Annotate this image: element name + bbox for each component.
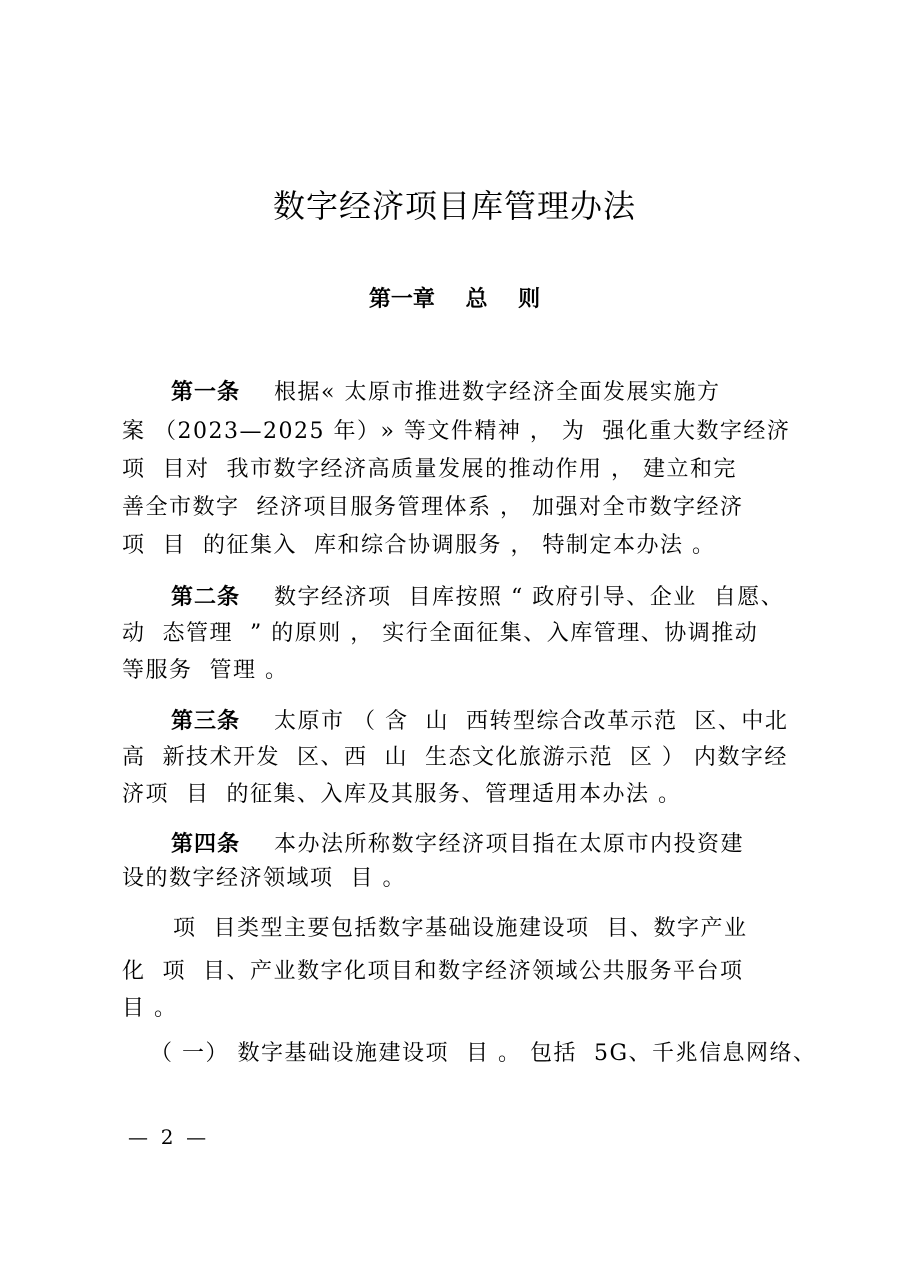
- article-3-line-2: 高 新技术开发 区、西 山 生态文化旅游示范 区 ） 内数字经: [122, 745, 788, 770]
- article-2-label: 第二条: [171, 585, 241, 610]
- paragraph-5-line-3: 目 。: [122, 996, 178, 1021]
- article-3-first-line: [171, 707, 788, 737]
- article-2-line-3: 等服务 管理 。: [122, 658, 289, 683]
- article-2-line-2: 动 态管理 ” 的原则 ， 实行全面征集、入库管理、协调推动: [122, 621, 759, 646]
- article-3-label: 第三条: [171, 709, 241, 734]
- article-1-label: 第一条: [171, 380, 241, 405]
- article-1-first-line: [171, 378, 720, 408]
- article-4-first-line: [171, 830, 744, 860]
- article-1-line-3: 项 目对 我市数字经济高质量发展的推动作用 ， 建立和完: [122, 457, 737, 482]
- article-1-line-5: 项 目 的征集入 库和综合协调服务 ， 特制定本办法 。: [122, 533, 716, 558]
- article-1-line-1: 根据« 太原市推进数字经济全面发展实施方: [240, 380, 721, 405]
- article-4-label: 第四条: [171, 832, 241, 857]
- paragraph-5-line-2: 化 项 目、产业数字化项目和数字经济领域公共服务平台项: [122, 959, 744, 984]
- page-number: — 2 —: [128, 1125, 207, 1149]
- document-title: 数字经济项目库管理办法: [272, 187, 636, 225]
- article-1-line-4: 善全市数字 经济项目服务管理体系 ， 加强对全市数字经济: [122, 495, 744, 520]
- article-2-first-line: [171, 583, 784, 613]
- article-3-line-1: 太原市 （ 含 山 西转型综合改革示范 区、中北: [240, 709, 789, 734]
- article-3-line-3: 济项 目 的征集、入库及其服务、管理适用本办法 。: [122, 782, 682, 807]
- article-1-line-2: 案 （2023—2025 年）» 等文件精神 ， 为 强化重大数字经济: [122, 419, 791, 444]
- article-4-line-1: 本办法所称数字经济项目指在太原市内投资建: [240, 832, 744, 857]
- paragraph-5-line-1: 项 目类型主要包括数字基础设施建设项 目、数字产业: [173, 916, 748, 941]
- item-1-line: （ 一） 数字基础设施建设项 目 。 包括 5G、千兆信息网络、: [150, 1041, 817, 1066]
- article-2-line-1: 数字经济项 目库按照 “ 政府引导、企业 自愿、: [240, 585, 785, 610]
- chapter-heading: 第一章 总 则: [368, 287, 541, 312]
- article-4-line-2: 设的数字经济领域项 目 。: [122, 866, 406, 891]
